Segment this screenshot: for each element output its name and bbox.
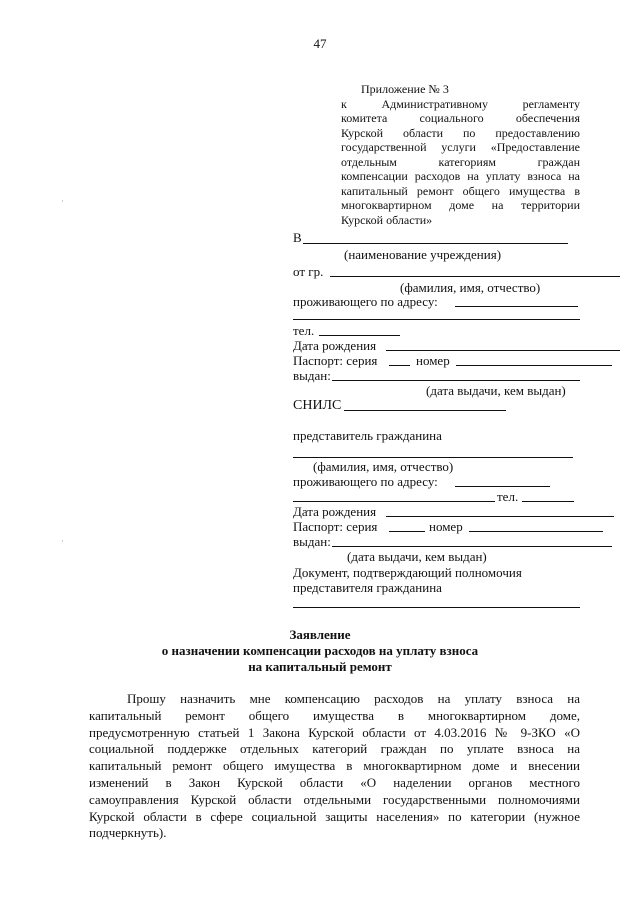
issued-hint: (дата выдачи, кем выдан) (426, 383, 566, 398)
institution-hint: (наименование учреждения) (344, 247, 502, 262)
passport-number-field[interactable] (456, 365, 612, 366)
rep-issued-field[interactable] (332, 546, 612, 547)
paragraph-line: капитальный ремонт общего имущества в многоквартирном доме и внесении (89, 758, 580, 774)
appendix-body (341, 97, 580, 228)
rep-passport-series-field[interactable] (389, 531, 425, 532)
rep-address-label: проживающего по адресу: (293, 474, 438, 489)
page-number: 47 (313, 36, 327, 51)
paragraph-line: предусмотренную статьей 1 Закона Курской области от 4.03.2016 № 9-ЗКО «О (89, 724, 580, 740)
birth-field[interactable] (386, 350, 620, 351)
snils-field[interactable] (344, 410, 506, 411)
birth-label: Дата рождения (293, 338, 377, 353)
appendix-line: Курской области» (341, 212, 433, 227)
rep-address-field-line2[interactable] (293, 501, 495, 502)
phone-label: тел. (293, 323, 315, 338)
passport-number-label: номер (416, 353, 450, 368)
address-field-line2[interactable] (293, 319, 580, 320)
rep-phone-field[interactable] (522, 501, 574, 502)
paragraph-line: подчеркнуть). (89, 825, 167, 841)
passport-series-label: Паспорт: серия (293, 353, 378, 368)
heading-line2: о назначении компенсации расходов на уплату взноса (161, 643, 479, 658)
paragraph-line: капитальный ремонт общего имущества в многоквартирном доме, (89, 707, 580, 723)
rep-fio-hint: (фамилия, имя, отчество) (313, 459, 454, 474)
passport-series-field[interactable] (389, 365, 410, 366)
rep-passport-number-label: номер (429, 519, 463, 534)
rep-label: представитель гражданина (293, 428, 442, 443)
appendix-line: Курской области по предоставлению (341, 125, 580, 140)
paragraph-line: изменений в Закон Курской области «О наделении органов местного (89, 774, 580, 790)
to-prefix: В (293, 230, 302, 245)
institution-field[interactable] (303, 243, 568, 244)
margin-mark: · (61, 196, 64, 206)
rep-fio-field[interactable] (293, 457, 573, 458)
paragraph-line: самоуправления Курской области отдельными государственными полномочиями (89, 791, 580, 807)
issued-field[interactable] (332, 380, 580, 381)
rep-passport-series-label: Паспорт: серия (293, 519, 378, 534)
doc-line1: Документ, подтверждающий полномочия (293, 565, 522, 580)
appendix-block (341, 82, 580, 227)
heading-line3: на капитальный ремонт (248, 659, 392, 674)
rep-birth-field[interactable] (386, 516, 614, 517)
appendix-line: к Административному регламенту (341, 96, 580, 111)
phone-field[interactable] (319, 335, 400, 336)
appendix-title: Приложение № 3 (361, 82, 449, 96)
issued-label: выдан: (293, 368, 331, 383)
fio-hint: (фамилия, имя, отчество) (400, 280, 541, 295)
doc-line2: представителя гражданина (293, 580, 442, 595)
appendix-line: отдельным категориям граждан (341, 154, 580, 169)
doc-field[interactable] (293, 607, 580, 608)
paragraph-line: Прошу назначить мне компенсацию расходов на уплату взноса на (127, 691, 580, 706)
rep-issued-hint: (дата выдачи, кем выдан) (347, 549, 487, 564)
paragraph-line: социальной поддержке отдельных категорий граждан по уплате взноса на (89, 741, 580, 757)
heading-title: Заявление (289, 627, 351, 642)
margin-mark: · (61, 536, 64, 546)
from-label: от гр. (293, 264, 324, 279)
fio-field[interactable] (330, 276, 620, 277)
appendix-line: комитета социального обеспечения (341, 111, 580, 125)
body-paragraph (89, 691, 580, 842)
paragraph-line: Курской области в сфере социальной защиты населения» по категории (нужное (89, 808, 580, 824)
appendix-line: государственной услуги «Предоставление (341, 140, 580, 154)
address-label: проживающего по адресу: (293, 294, 438, 309)
rep-birth-label: Дата рождения (293, 504, 377, 519)
rep-phone-label: тел. (497, 489, 519, 504)
appendix-line: многоквартирном доме на территории (341, 198, 580, 212)
address-field[interactable] (455, 306, 578, 307)
snils-label: СНИЛС (293, 398, 342, 413)
rep-passport-number-field[interactable] (469, 531, 603, 532)
rep-issued-label: выдан: (293, 534, 331, 549)
rep-address-field[interactable] (455, 486, 550, 487)
appendix-line: капитальный ремонт общего имущества в (341, 183, 580, 198)
appendix-line: компенсации расходов на уплату взноса на (341, 169, 580, 183)
